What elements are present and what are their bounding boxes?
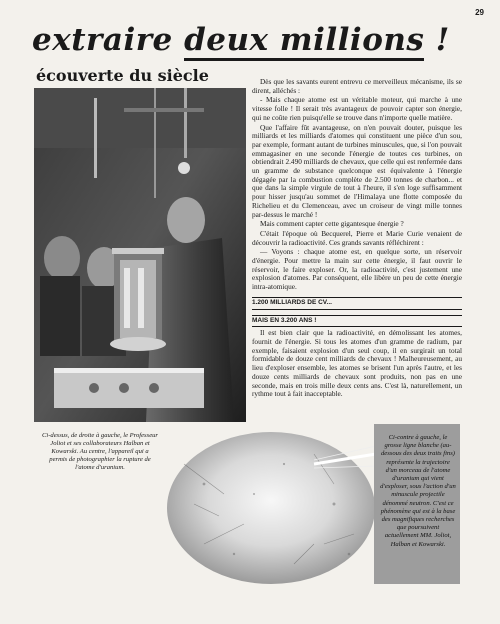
photo-caption-right: Ci-contre à gauche, le grosse ligne blanche (au-dessous des deux traits fins) représente la trajectoire d'un morceau de l'atome d'uranium qui vient d'exploser, sous l'action d'un minuscule projectile dénommé neutron. C'est ce phénomène qui est à la base des magnifiques recherches que poursuivent actuellement MM. Joliot, Halban et Kowarski. bbox=[380, 434, 456, 548]
paragraph: — Voyons : chaque atome est, en quelque sorte, un réservoir d'énergie. Pour mettre la main sur cette énergie, il faut ouvrir le réservoir, le faire exploser. Or, la radioactivité, c'est justement une explosion d'atomes. Par conséquent, elle libère un peu de cette énergie intra-atomique. bbox=[252, 247, 462, 292]
paragraph: Dès que les savants eurent entrevu ce merveilleux mécanisme, ils se dirent, alléchés : bbox=[252, 77, 462, 95]
paragraph: - Mais chaque atome est un véritable moteur, qui marche à une vitesse folle ! Il serait très avantageux de pouvoir capter son énergie, qui ne coûte rien puisqu'elle se trouve dans n'importe quelle matière. bbox=[252, 95, 462, 122]
section-subhead: écouverte du siècle bbox=[36, 66, 209, 85]
paragraph: Mais comment capter cette gigantesque énergie ? bbox=[260, 219, 404, 229]
paragraph: Il est bien clair que la radioactivité, en démolissant les atomes, fournit de l'énergie. Si tous les atomes d'un gramme de radium, par exemple, faisaient explosion d'un seul coup, il en surgirait un total formidable de douze cent milliards de chevaux ! Malheureusement, au lieu d'exploser ensemble, les atomes se brisent l'un après l'autre, et les douze cents milliards de chevaux sont produits, non pas en une seconde, mais en trois mille deux cents ans. C'est là, naturellement, un rythme tout à fait inacceptable. bbox=[252, 328, 462, 399]
headline-post: ! bbox=[424, 22, 450, 58]
article-body bbox=[252, 78, 462, 400]
headline-pre: extraire bbox=[32, 22, 185, 58]
box-heading: 1.200 MILLIARDS DE CV... bbox=[252, 297, 462, 310]
paragraph: Que l'affaire fût avantageuse, on n'en pouvait douter, puisque les milliards et les milliards d'atomes qui constituent une pièce d'un sou, par exemple, formant autant de turbines minuscules, que, si l'on pouvait emmagasiner en une seconde l'énergie de toutes ces turbines, on obtiendrait 2.490 milliards de chevaux, que celle qui est renfermée dans un gramme de substance quelconque est équivalente à l'énergie dégagée par la combustion complète de 2.500 tonnes de charbon... et que dans la simple virgule de tout à l'heure, il s'en loge suffisamment pour hisser jusqu'au sommet de l'Himalaya une flotte composée du Richelieu et du Clemenceau, avec un croiseur de vingt mille tonnes par-dessus le marché ! bbox=[252, 122, 462, 219]
lab-photo-illustration bbox=[34, 88, 246, 422]
lab-photo bbox=[34, 88, 246, 422]
box-heading: MAIS EN 3.200 ANS ! bbox=[252, 315, 462, 328]
paragraph: C'était l'époque où Becquerel, Pierre et Marie Curie venaient de découvrir la radioactivité. Ces grands savants réfléchirent : bbox=[252, 228, 462, 247]
photo-caption-right-box bbox=[374, 424, 460, 584]
headline bbox=[32, 18, 472, 62]
photo-caption-left: Ci-dessus, de droite à gauche, le Professeur Joliot et ses collaborateurs Halban et Kowarski. Au centre, l'appareil qui a permis de photographier la rupture de l'atome d'uranium. bbox=[42, 432, 158, 471]
cloud-chamber-photo bbox=[164, 424, 378, 584]
headline-underlined: deux millions bbox=[184, 22, 424, 61]
cloud-chamber-illustration bbox=[164, 424, 378, 584]
page-number: 29 bbox=[475, 8, 484, 17]
